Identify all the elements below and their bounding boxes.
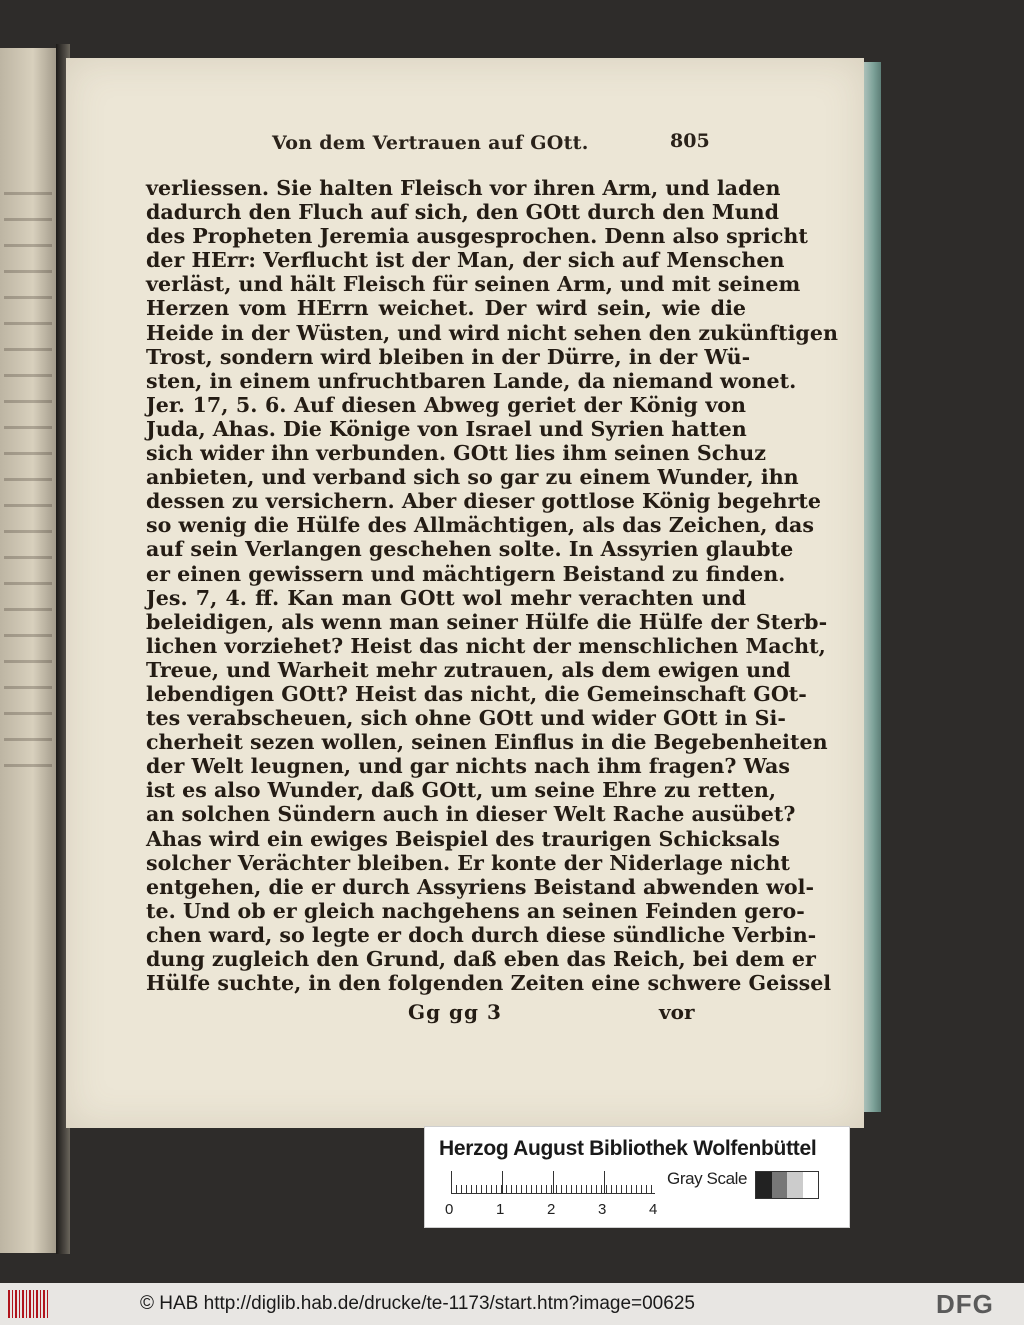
text-line: Juda, Ahas. Die Könige von Israel und Syrien hatten: [146, 416, 747, 441]
text-line: Ahas wird ein ewiges Beispiel des traurigen Schicksals: [146, 826, 780, 851]
gray-swatch-step: [803, 1172, 819, 1198]
text-line: der Welt leugnen, und gar nichts nach ihm fragen? Was: [146, 754, 790, 779]
dfg-logo: DFG: [936, 1289, 994, 1319]
gray-scale-label: Gray Scale: [667, 1169, 748, 1188]
text-line: des Propheten Jeremia ausgesprochen. Denn also spricht: [146, 224, 808, 249]
text-line: Herzen vom HErrn weichet. Der wird sein, wie die: [146, 296, 746, 321]
text-line: anbieten, und verband sich so gar zu einem Wunder, ihn: [146, 465, 799, 490]
library-name: Herzog August Bibliothek Wolfenbüttel: [439, 1137, 817, 1160]
printer-signature: Gg gg 3: [408, 1000, 502, 1024]
left-page-text: [4, 178, 52, 778]
ruler-numbers: [445, 1201, 675, 1219]
text-line: lebendigen GOtt? Heist das nicht, die Gemeinschaft GOt-: [146, 681, 807, 706]
text-line: cherheit sezen wollen, seinen Einflus in die Begebenheiten: [146, 730, 828, 755]
text-line: dessen zu versichern. Aber dieser gottlose König begehrte: [146, 489, 821, 514]
text-line: chen ward, so legte er doch durch diese sündliche Verbin-: [146, 922, 817, 947]
ruler-number: 2: [547, 1201, 556, 1218]
catchword: vor: [659, 1000, 695, 1024]
gray-swatch-step: [772, 1172, 788, 1198]
text-line: auf sein Verlangen geschehen solte. In Assyrien glaubte: [146, 537, 794, 562]
text-line: Treue, und Warheit mehr zutrauen, als dem ewigen und: [146, 657, 791, 682]
text-line: Hülfe suchte, in den folgenden Zeiten eine schwere Geissel: [146, 971, 832, 996]
text-line: verläst, und hält Fleisch für seinen Arm, und mit seinem: [146, 272, 801, 297]
gray-scale-swatch: [755, 1171, 819, 1199]
text-line: an solchen Sündern auch in dieser Welt Rache ausübet?: [146, 802, 796, 827]
body-text: [146, 176, 838, 996]
text-line: er einen gewissern und mächtigern Beistand zu finden.: [146, 561, 786, 586]
hab-logo-icon: [8, 1290, 48, 1318]
text-line: der HErr: Verflucht ist der Man, der sich auf Menschen: [146, 248, 785, 273]
page-number: 805: [670, 130, 710, 152]
text-line: sten, in einem unfruchtbaren Lande, da niemand wonet.: [146, 368, 797, 393]
copyright-link[interactable]: © HAB http://diglib.hab.de/drucke/te-1173/start.htm?image=00625: [140, 1293, 695, 1314]
ruler-number: 3: [598, 1201, 607, 1218]
ruler-number: 0: [445, 1201, 454, 1218]
text-line: Jer. 17, 5. 6. Auf diesen Abweg geriet der König von: [146, 392, 746, 417]
text-line: Heide in der Wüsten, und wird nicht sehen den zukünftigen: [146, 320, 838, 345]
text-line: so wenig die Hülfe des Allmächtigen, als das Zeichen, das: [146, 513, 814, 538]
text-line: sich wider ihn verbunden. GOtt lies ihm seinen Schuz: [146, 441, 766, 466]
ruler-number: 1: [496, 1201, 505, 1218]
running-head: Von dem Vertrauen auf GOtt.: [272, 132, 589, 154]
text-line: solcher Verächter bleiben. Er konte der Niderlage nicht: [146, 850, 790, 875]
text-line: Jes. 7, 4. ff. Kan man GOtt wol mehr verachten und: [146, 585, 746, 610]
text-line: entgehen, die er durch Assyriens Beistand abwenden wol-: [146, 874, 814, 899]
library-label-card: [424, 1126, 850, 1228]
text-line: dung zugleich den Grund, daß eben das Reich, bei dem er: [146, 947, 816, 971]
text-line: verliessen. Sie halten Fleisch vor ihren Arm, und laden: [146, 176, 781, 200]
scale-ruler: [451, 1171, 655, 1194]
text-line: ist es also Wunder, daß GOtt, um seine Ehre zu retten,: [146, 778, 777, 803]
ruler-number: 4: [649, 1201, 658, 1218]
left-page-fragment: [0, 48, 60, 1253]
viewer-footer: [0, 1283, 1024, 1325]
text-line: Trost, sondern wird bleiben in der Dürre, in der Wü-: [146, 344, 751, 369]
gray-swatch-step: [787, 1172, 803, 1198]
text-line: dadurch den Fluch auf sich, den GOtt durch den Mund: [146, 200, 780, 225]
text-line: beleidigen, als wenn man seiner Hülfe die Hülfe der Sterb-: [146, 609, 828, 634]
text-line: lichen vorziehet? Heist das nicht der menschlichen Macht,: [146, 633, 826, 658]
text-line: te. Und ob er gleich nachgehens an seinen Feinden gero-: [146, 898, 805, 923]
gray-swatch-step: [756, 1172, 772, 1198]
text-line: tes verabscheuen, sich ohne GOtt und wider GOtt in Si-: [146, 706, 786, 731]
book-page: [66, 58, 864, 1128]
